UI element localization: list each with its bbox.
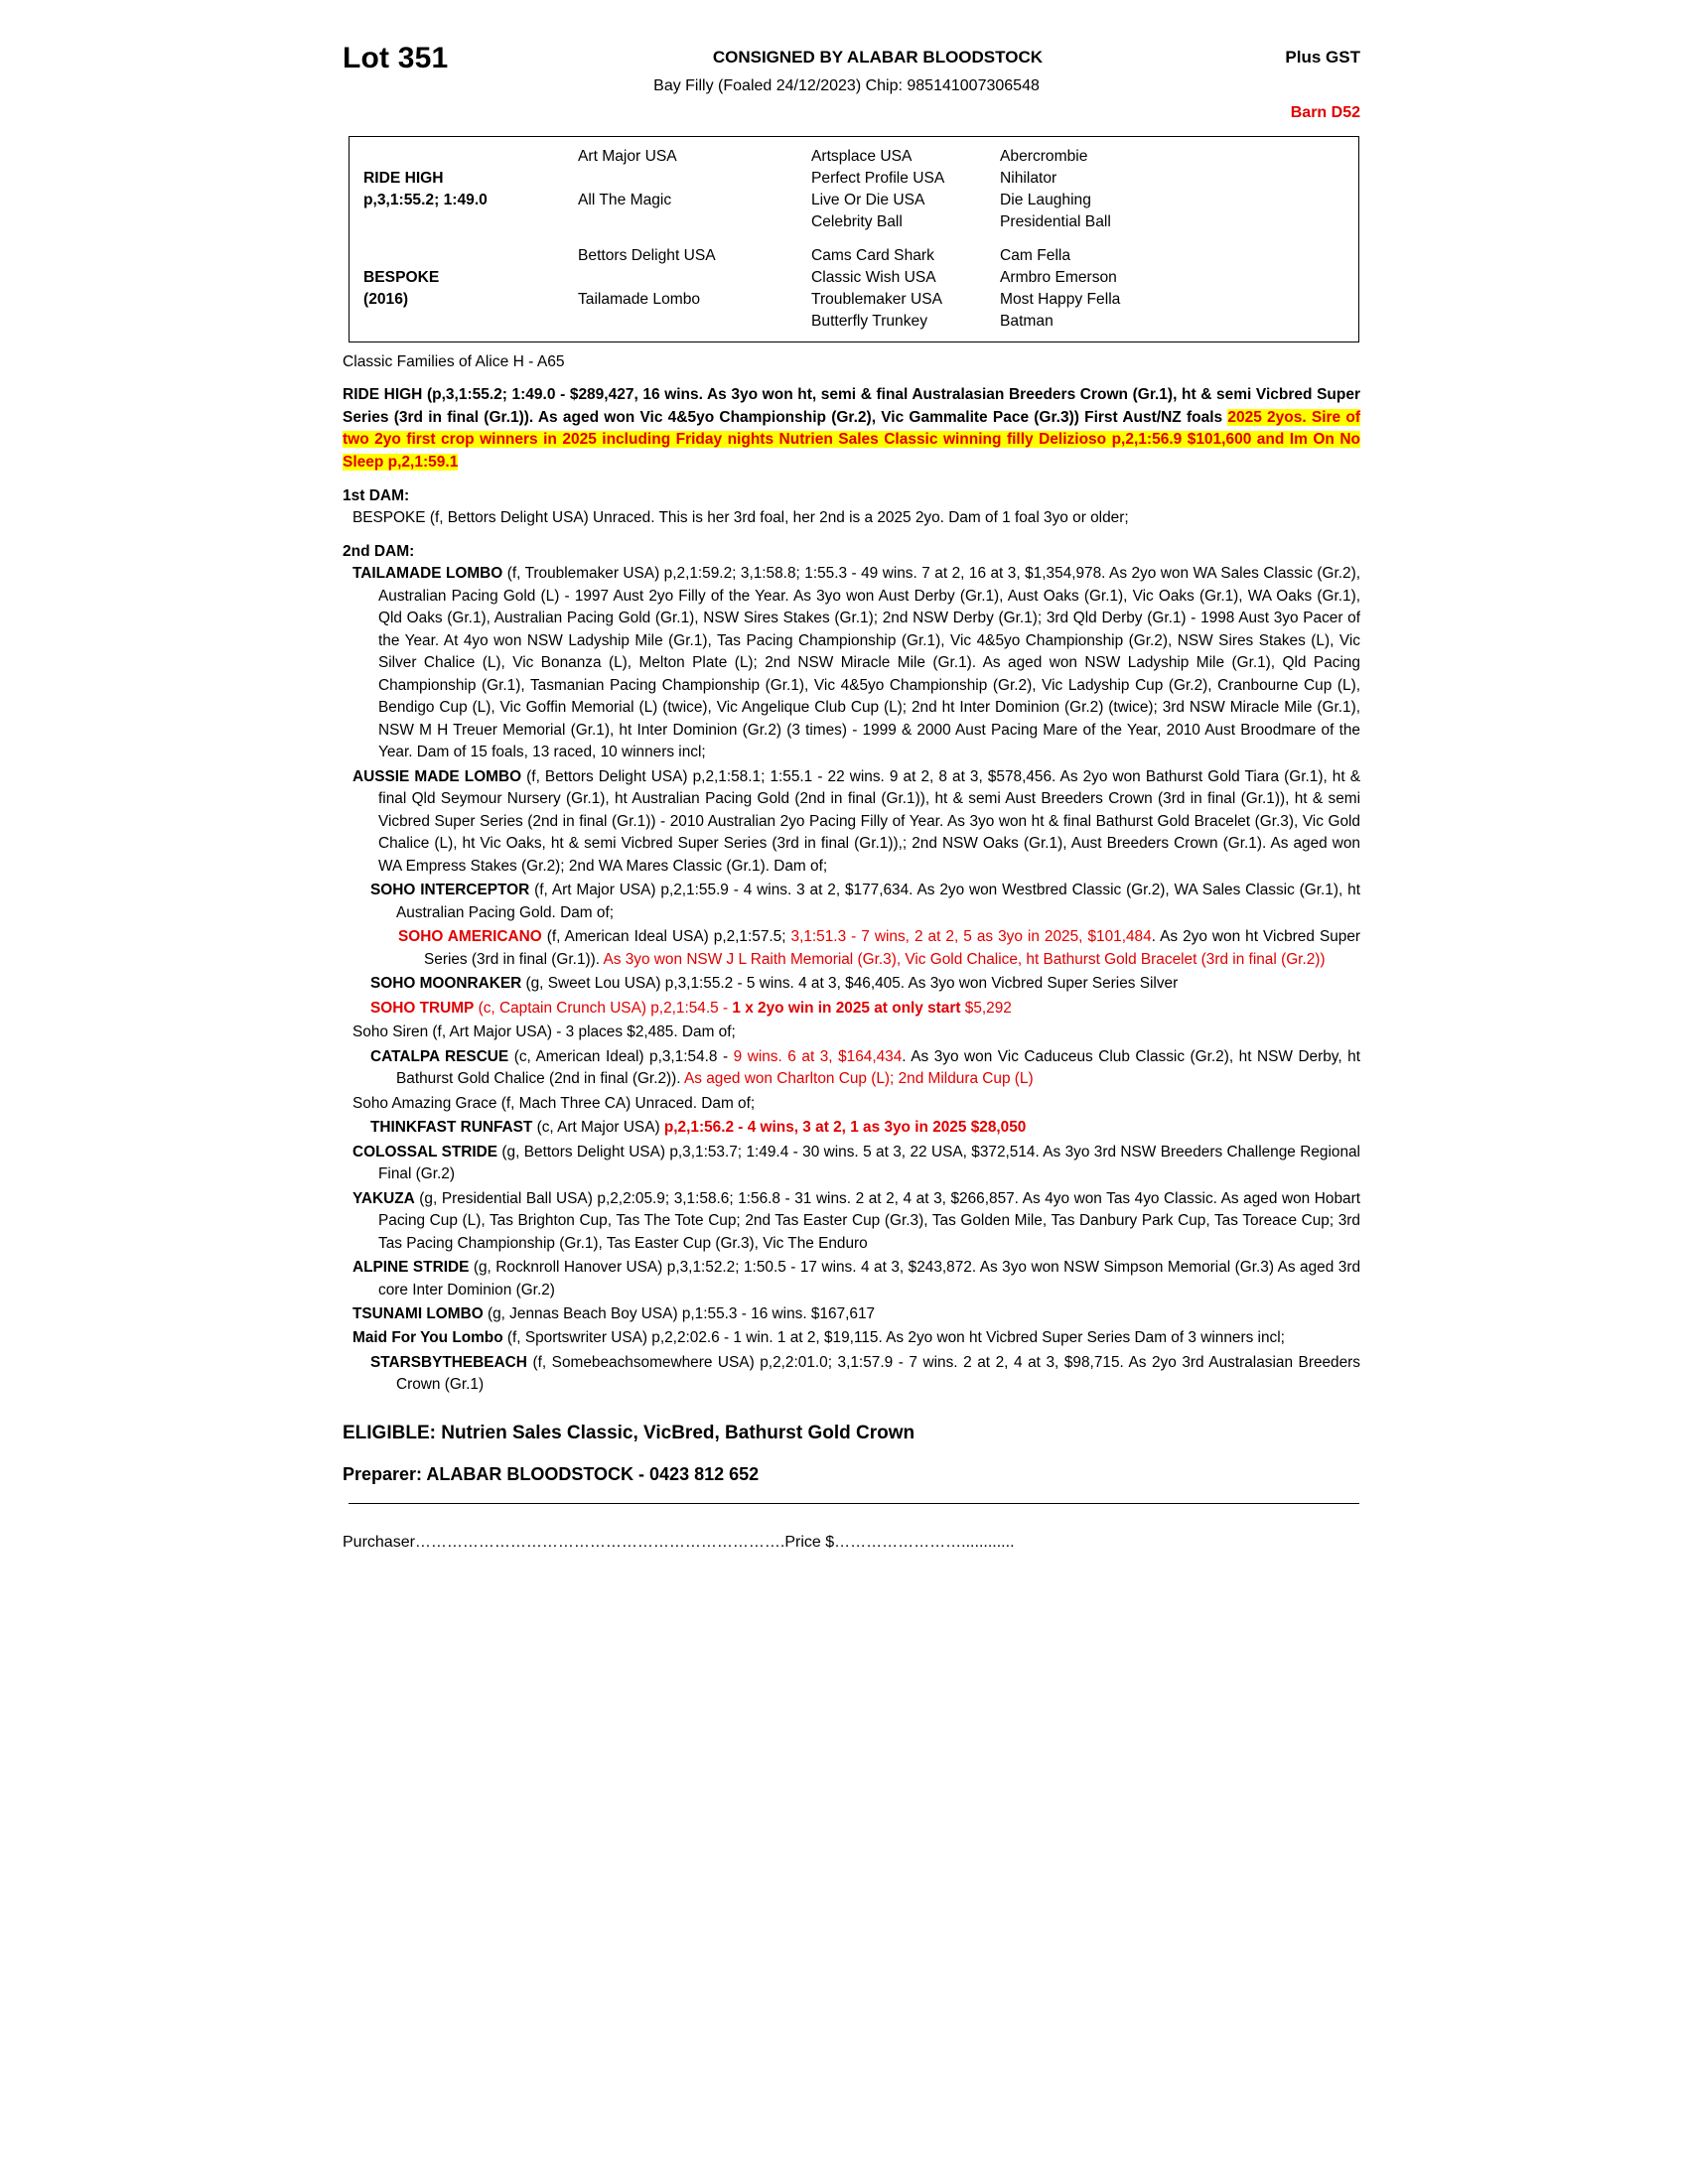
pedigree-cell-gen1 [350,245,578,267]
pedigree-cell-gen2: Art Major USA [578,148,677,165]
progeny-name: STARSBYTHEBEACH [370,1353,527,1371]
progeny-red-text-2: As aged won Charlton Cup (L); 2nd Mildura Cup (L) [684,1070,1034,1088]
pedigree-cell-gen1 [350,146,578,168]
pedigree-spacer [350,234,1358,245]
lot-number: Lot 351 [343,42,449,74]
pedigree-row [350,311,1358,333]
progeny-text: (c, Captain Crunch USA) p,2,1:54.5 - [474,999,733,1017]
pedigree-cell-gen3: Troublemaker USA [811,290,943,308]
progeny-entry [370,880,1360,924]
progeny-entry [352,1093,1360,1115]
progeny-name: SOHO MOONRAKER [370,975,522,993]
progeny-name: Maid For You Lombo [352,1329,503,1347]
pedigree-cell-gen2: All The Magic [578,192,672,209]
progeny-text: (c, American Ideal) p,3,1:54.8 - [508,1047,734,1065]
pedigree-cell-gen4: Batman [1000,312,1054,330]
pedigree-cell-gen4: Most Happy Fella [1000,290,1121,308]
progeny-text-2: . As 3yo won Vic Caduceus Club Classic (Gr.2), ht NSW Derby, ht Bathurst Gold Chalice (2nd in final (Gr.2)). [396,1047,1360,1088]
progeny-text: (f, American Ideal USA) p,2,1:57.5; [541,928,791,946]
progeny-entry [352,1142,1360,1186]
footer-divider [349,1503,1359,1504]
eligible-line: ELIGIBLE: Nutrien Sales Classic, VicBred, Bathurst Gold Crown [343,1422,915,1443]
sire-summary [343,384,1360,474]
progeny-entry [398,926,1360,971]
progeny-name: AUSSIE MADE LOMBO [352,767,522,785]
pedigree-row [350,190,1358,211]
progeny-name: SOHO AMERICANO [398,928,542,946]
progeny-red-text-2: As 3yo won NSW J L Raith Memorial (Gr.3), Vic Gold Chalice, ht Bathurst Gold Bracelet (3rd in final (Gr.2)) [603,950,1326,968]
progeny-name: THINKFAST RUNFAST [370,1119,533,1137]
pedigree-row [350,168,1358,190]
pedigree-cell-gen1: BESPOKE [363,268,440,286]
family-line: Classic Families of Alice H - A65 [343,353,565,371]
pedigree-row [350,289,1358,311]
pedigree-cell-gen2 [578,168,811,190]
progeny-entry [370,998,1360,1020]
plus-gst-label: Plus GST [1285,48,1360,67]
pedigree-row [350,211,1358,233]
pedigree-cell-gen3: Artsplace USA [811,148,913,165]
progeny-entry [352,563,1360,763]
foal-details: Bay Filly (Foaled 24/12/2023) Chip: 985141007306548 [653,77,1040,94]
progeny-red-text: 3,1:51.3 - 7 wins, 2 at 2, 5 as 3yo in 2025, $101,484 [790,928,1152,946]
pedigree-cell-gen4: Abercrombie [1000,148,1088,165]
progeny-entry [352,1022,1360,1043]
progeny-text: (g, Presidential Ball USA) p,2,2:05.9; 3,1:58.6; 1:56.8 - 31 wins. 2 at 2, 4 at 3, $266,857. As 4yo won Tas 4yo Classic. As aged won Hobart Pacing Cup (L), Tas Brighton Cup, Tas The Tote Cup; 2nd Tas Easter Cup (Gr.3), Tas Golden Mile, Tas Danbury Park Cup, Tas Toreace Cup; 3rd Tas Pacing Championship (Gr.1), Tas Easter Cup (Gr.3), Vic The Enduro [378,1189,1360,1252]
pedigree-cell-gen3: Celebrity Ball [811,213,903,231]
preparer-line: Preparer: ALABAR BLOODSTOCK - 0423 812 652 [343,1463,760,1484]
pedigree-cell-gen4: Cam Fella [1000,246,1071,264]
pedigree-cell-gen1: p,3,1:55.2; 1:49.0 [363,192,488,209]
progeny-name: YAKUZA [352,1189,415,1207]
pedigree-cell-gen1: (2016) [363,290,409,308]
barn-label: Barn D52 [1290,104,1360,121]
progeny-entry [370,1046,1360,1091]
progeny-text: (f, Sportswriter USA) p,2,2:02.6 - 1 win. 1 at 2, $19,115. As 2yo won ht Vicbred Super Series Dam of 3 winners incl; [502,1329,1285,1347]
pedigree-cell-gen2: Tailamade Lombo [578,290,701,308]
progeny-text: (f, Somebeachsomewhere USA) p,2,2:01.0; 3,1:57.9 - 7 wins. 2 at 2, 4 at 3, $98,715. As 2yo 3rd Australasian Breeders Crown (Gr.1) [396,1353,1360,1394]
pedigree-cell-gen1 [350,311,578,333]
pedigree-cell-gen2 [578,311,811,333]
progeny-name: Soho Siren [352,1024,429,1041]
consignor-label: CONSIGNED BY ALABAR BLOODSTOCK [712,48,1043,67]
progeny-entry [370,1352,1360,1397]
progeny-text: (f, Art Major USA) p,2,1:55.9 - 4 wins. 3 at 2, $177,634. As 2yo won Westbred Classic (Gr.2), WA Sales Classic (Gr.1), ht Australian Pacing Gold. Dam of; [396,882,1360,921]
progeny-name: ALPINE STRIDE [352,1259,470,1277]
progeny-text: (c, Art Major USA) [532,1119,664,1137]
progeny-text: (g, Jennas Beach Boy USA) p,1:55.3 - 16 wins. $167,617 [483,1304,876,1322]
sire-summary-text: RIDE HIGH (p,3,1:55.2; 1:49.0 - $289,427, 16 wins. As 3yo won ht, semi & final Australasian Breeders Crown (Gr.1), ht & semi Vicbred Super Series (3rd in final (Gr.1)). As aged won Vic 4&5yo Championship (Gr.2), Vic Gammalite Pace (Gr.3)) First Aust/NZ foals [343,386,1360,426]
progeny-name: TSUNAMI LOMBO [352,1304,484,1322]
progeny-red-bold: 1 x 2yo win in 2025 at only start [732,999,961,1017]
progeny-name: Soho Amazing Grace [352,1094,497,1112]
pedigree-cell-gen3: Perfect Profile USA [811,170,945,188]
progeny-name: SOHO TRUMP [370,999,475,1017]
purchaser-line: Purchaser…………………………………………………………….Price $……………………............ [343,1533,1015,1551]
pedigree-cell-gen2 [578,211,811,233]
pedigree-cell-gen1 [350,211,578,233]
pedigree-cell-gen1: RIDE HIGH [363,170,444,188]
progeny-name: CATALPA RESCUE [370,1047,509,1065]
pedigree-cell-gen3: Cams Card Shark [811,246,934,264]
sire-summary-highlight: 2025 2yos. Sire of two 2yo first crop winners in 2025 including Friday nights Nutrien Sales Classic winning filly Delizioso p,2,1:56.9 $101,600 and Im On No Sleep p,2,1:59.1 [343,408,1361,471]
progeny-name: COLOSSAL STRIDE [352,1143,498,1160]
progeny-text: (f, Mach Three CA) Unraced. Dam of; [496,1094,756,1112]
progeny-text: (f, Bettors Delight USA) p,2,1:58.1; 1:55.1 - 22 wins. 9 at 2, 8 at 3, $578,456. As 2yo won Bathurst Gold Tiara (Gr.1), ht & final Qld Seymour Nursery (Gr.1), ht Australian Pacing Gold (2nd in final (Gr.1)), ht & semi Aust Breeders Crown (3rd in final (Gr.1)), ht & semi Vicbred Super Series (2nd in final (Gr.1)) - 2010 Australian 2yo Pacing Filly of Year. As 3yo won ht & final Bathurst Gold Bracelet (Gr.3), Vic Gold Chalice (L), ht Vic Oaks, ht & semi Vicbred Super Series (3rd in final (Gr.1)),; 2nd NSW Oaks (Gr.1), Aust Breeders Crown (Gr.1). As aged won WA Empress Stakes (Gr.2); 2nd WA Mares Classic (Gr.1). Dam of; [378,767,1360,875]
progeny-text-2: $5,292 [960,999,1012,1017]
progeny-text: (g, Rocknroll Hanover USA) p,3,1:52.2; 1:50.5 - 17 wins. 4 at 3, $243,872. As 3yo won NSW Simpson Memorial (Gr.3) As aged 3rd core Inter Dominion (Gr.2) [378,1259,1361,1298]
pedigree-cell-gen3: Classic Wish USA [811,268,936,286]
second-dam-heading: 2nd DAM: [343,543,415,561]
pedigree-table [349,136,1359,342]
progeny-entry [352,1327,1360,1349]
progeny-name: TAILAMADE LOMBO [352,565,503,583]
pedigree-row [350,245,1358,267]
progeny-red-text: 9 wins. 6 at 3, $164,434 [733,1047,903,1065]
progeny-entry [370,973,1360,995]
progeny-entry [352,1188,1360,1255]
pedigree-cell-gen3: Butterfly Trunkey [811,312,927,330]
pedigree-cell-gen2 [578,267,811,289]
progeny-text: (f, Troublemaker USA) p,2,1:59.2; 3,1:58.8; 1:55.3 - 49 wins. 7 at 2, 16 at 3, $1,354,978. As 2yo won WA Sales Classic (Gr.2), Australian Pacing Gold (L) - 1997 Aust 2yo Filly of the Year. As 3yo won Aust Derby (Gr.1), Aust Oaks (Gr.1), Vic Oaks (Gr.1), WA Oaks (Gr.1), Qld Oaks (Gr.1), Australian Pacing Gold (Gr.1), NSW Sires Stakes (Gr.1); 2nd NSW Derby (Gr.1); 3rd Qld Derby (Gr.1) - 1998 Aust 3yo Pacer of the Year. At 4yo won NSW Ladyship Mile (Gr.1), Tas Pacing Championship (Gr.1), Vic 4&5yo Championship (Gr.2), NSW Sires Stakes (L), Vic Silver Chalice (L), Vic Bonanza (L), Melton Plate (L); 2nd NSW Miracle Mile (Gr.1). As aged won NSW Ladyship Mile (Gr.1), Qld Pacing Championship (Gr.1), Tasmanian Pacing Championship (Gr.1), Vic 4&5yo Championship (Gr.2), Vic Ladyship Cup (Gr.2), Cranbourne Cup (L), Bendigo Cup (L), Vic Goffin Memorial (L) (twice), Vic Angelique Club Cup (L); 2nd ht Inter Dominion (Gr.2) (twice); 3rd NSW Miracle Mile (Gr.1), NSW M H Treuer Memorial (Gr.1), ht Inter Dominion (Gr.2) (3 times) - 1999 & 2000 Aust Pacing Mare of the Year, 2010 Aust Broodmare of the Year. Dam of 15 foals, 13 raced, 10 winners incl; [378,565,1360,761]
progeny-entry [370,1117,1360,1139]
progeny-red-text: p,2,1:56.2 - 4 wins, 3 at 2, 1 as 3yo in 2025 $28,050 [663,1119,1027,1137]
page-header [343,42,1360,73]
pedigree-cell-gen3: Live Or Die USA [811,192,925,209]
pedigree-cell-gen2: Bettors Delight USA [578,246,716,264]
progeny-text-2: . As 2yo won ht Vicbred Super Series (3rd in final (Gr.1)). [424,928,1361,968]
first-dam-heading: 1st DAM: [343,487,410,504]
pedigree-cell-gen4: Nihilator [1000,170,1057,188]
progeny-entry [352,766,1360,878]
pedigree-row [350,146,1358,168]
pedigree-cell-gen4: Presidential Ball [1000,213,1111,231]
pedigree-cell-gen4: Armbro Emerson [1000,268,1117,286]
progeny-text: (f, Art Major USA) - 3 places $2,485. Dam of; [428,1024,736,1041]
pedigree-cell-gen4: Die Laughing [1000,192,1091,209]
pedigree-row [350,267,1358,289]
progeny-entry [352,1257,1360,1301]
first-dam-text: BESPOKE (f, Bettors Delight USA) Unraced. This is her 3rd foal, her 2nd is a 2025 2yo. Dam of 1 foal 3yo or older; [352,509,1129,526]
progeny-text: (g, Sweet Lou USA) p,3,1:55.2 - 5 wins. 4 at 3, $46,405. As 3yo won Vicbred Super Series Silver [521,975,1179,993]
progeny-name: SOHO INTERCEPTOR [370,882,530,899]
progeny-entry [352,1303,1360,1325]
progeny-text: (g, Bettors Delight USA) p,3,1:53.7; 1:49.4 - 30 wins. 5 at 3, 22 USA, $372,514. As 3yo 3rd NSW Breeders Challenge Regional Final (Gr.2) [378,1143,1360,1183]
